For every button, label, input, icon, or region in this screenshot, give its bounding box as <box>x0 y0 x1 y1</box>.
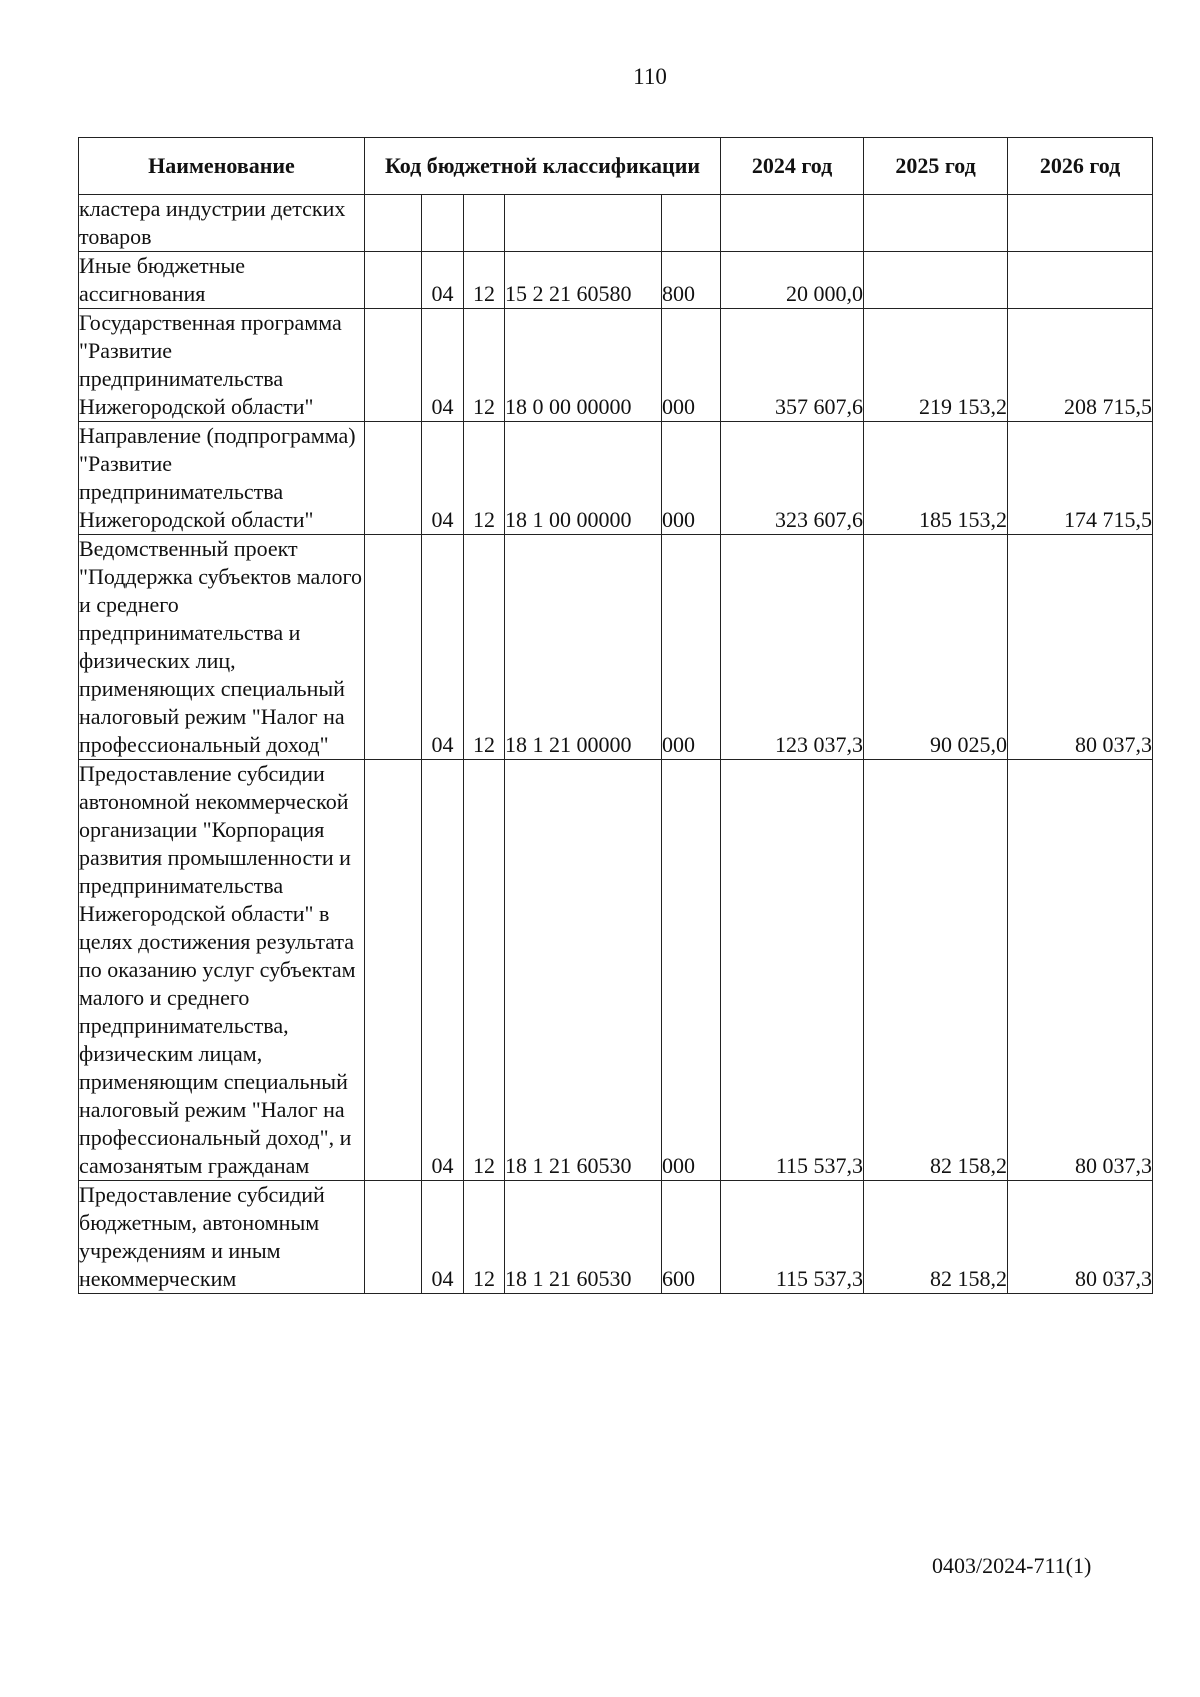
row-2026: 80 037,3 <box>1008 535 1153 760</box>
row-2024: 123 037,3 <box>721 535 864 760</box>
row-section: 04 <box>422 1181 464 1294</box>
row-2026: 80 037,3 <box>1008 760 1153 1181</box>
row-2026 <box>1008 252 1153 309</box>
row-2026 <box>1008 195 1153 252</box>
row-code-empty <box>365 422 422 535</box>
row-name: Иные бюджетные ассигнования <box>79 252 365 309</box>
table-row <box>79 535 1153 760</box>
row-2025: 82 158,2 <box>864 1181 1008 1294</box>
table-row <box>79 309 1153 422</box>
row-subsection: 12 <box>464 760 505 1181</box>
row-2026: 80 037,3 <box>1008 1181 1153 1294</box>
row-target-article <box>505 195 662 252</box>
row-2026: 208 715,5 <box>1008 309 1153 422</box>
row-2025: 185 153,2 <box>864 422 1008 535</box>
header-2025: 2025 год <box>864 138 1008 195</box>
row-2025: 90 025,0 <box>864 535 1008 760</box>
budget-table <box>78 137 1153 1294</box>
row-target-article: 18 0 00 00000 <box>505 309 662 422</box>
row-subsection: 12 <box>464 1181 505 1294</box>
row-section: 04 <box>422 535 464 760</box>
row-expense-type: 000 <box>662 422 721 535</box>
row-2025: 82 158,2 <box>864 760 1008 1181</box>
table-row <box>79 195 1153 252</box>
page-number: 110 <box>633 64 667 89</box>
row-target-article: 18 1 21 00000 <box>505 535 662 760</box>
row-subsection: 12 <box>464 422 505 535</box>
row-2024 <box>721 195 864 252</box>
row-code-empty <box>365 535 422 760</box>
row-code-empty <box>365 760 422 1181</box>
row-name: Ведомственный проект "Поддержка субъектов малого и среднего предпринимательства и физических лиц, применяющих специальный налоговый режим "Налог на профессиональный доход" <box>79 535 365 760</box>
row-subsection: 12 <box>464 309 505 422</box>
row-subsection: 12 <box>464 535 505 760</box>
row-section: 04 <box>422 422 464 535</box>
row-expense-type: 000 <box>662 309 721 422</box>
row-expense-type: 600 <box>662 1181 721 1294</box>
row-2024: 115 537,3 <box>721 760 864 1181</box>
row-expense-type: 000 <box>662 760 721 1181</box>
row-section: 04 <box>422 309 464 422</box>
table-row <box>79 1181 1153 1294</box>
row-2024: 323 607,6 <box>721 422 864 535</box>
row-name: Предоставление субсидий бюджетным, автономным учреждениям и иным некоммерческим <box>79 1181 365 1294</box>
row-2025 <box>864 252 1008 309</box>
row-2024: 115 537,3 <box>721 1181 864 1294</box>
row-target-article: 18 1 21 60530 <box>505 760 662 1181</box>
row-expense-type: 800 <box>662 252 721 309</box>
header-name: Наименование <box>79 138 365 195</box>
row-expense-type <box>662 195 721 252</box>
header-2024: 2024 год <box>721 138 864 195</box>
row-name: Предоставление субсидии автономной некоммерческой организации "Корпорация развития промышленности и предпринимательства Нижегородской области" в целях достижения результата по оказанию услуг субъектам малого и среднего предпринимательства, физическим лицам, применяющим специальный налоговый режим "Налог на профессиональный доход", и самозанятым гражданам <box>79 760 365 1181</box>
row-target-article: 15 2 21 60580 <box>505 252 662 309</box>
row-code-empty <box>365 1181 422 1294</box>
row-name: Направление (подпрограмма) "Развитие предпринимательства Нижегородской области" <box>79 422 365 535</box>
row-code-empty <box>365 195 422 252</box>
row-target-article: 18 1 00 00000 <box>505 422 662 535</box>
row-subsection <box>464 195 505 252</box>
row-subsection: 12 <box>464 252 505 309</box>
header-code: Код бюджетной классификации <box>365 138 721 195</box>
header-2026: 2026 год <box>1008 138 1153 195</box>
row-name: Государственная программа "Развитие предпринимательства Нижегородской области" <box>79 309 365 422</box>
row-2026: 174 715,5 <box>1008 422 1153 535</box>
row-code-empty <box>365 252 422 309</box>
row-section: 04 <box>422 760 464 1181</box>
row-2025 <box>864 195 1008 252</box>
row-expense-type: 000 <box>662 535 721 760</box>
row-section: 04 <box>422 252 464 309</box>
table-row <box>79 760 1153 1181</box>
table-header-row <box>79 138 1153 195</box>
table-row <box>79 422 1153 535</box>
row-target-article: 18 1 21 60530 <box>505 1181 662 1294</box>
row-code-empty <box>365 309 422 422</box>
row-2024: 20 000,0 <box>721 252 864 309</box>
row-name: кластера индустрии детских товаров <box>79 195 365 252</box>
row-section <box>422 195 464 252</box>
document-id: 0403/2024-711(1) <box>932 1553 1092 1578</box>
row-2024: 357 607,6 <box>721 309 864 422</box>
table-row <box>79 252 1153 309</box>
row-2025: 219 153,2 <box>864 309 1008 422</box>
